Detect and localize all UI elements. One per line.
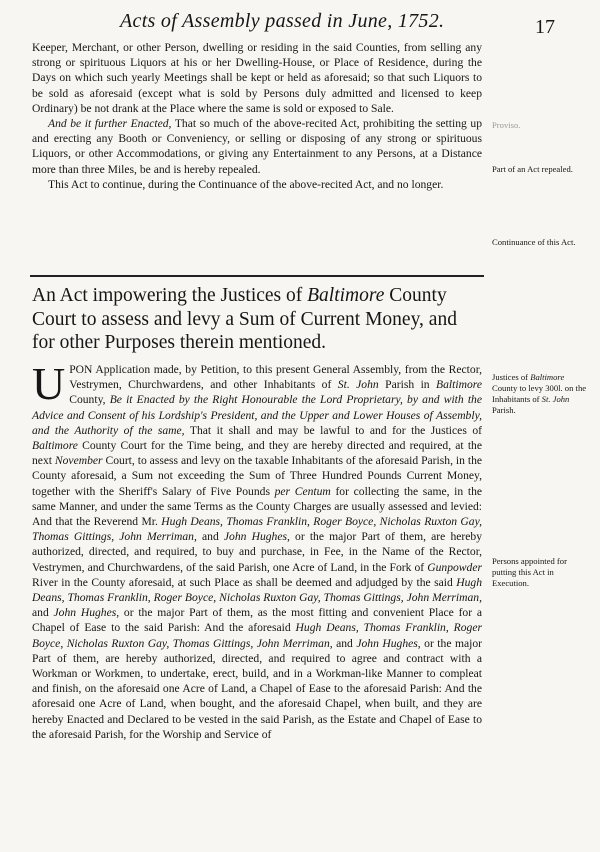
act-body — [32, 358, 483, 742]
running-head-title: Acts of Assembly passed in June, 1752. — [120, 10, 445, 32]
section-rule — [30, 275, 484, 277]
trustee-names: Hugh Deans, Thomas Franklin, Roger Boyce, Nicholas Ruxton Gay, Thomas Gittings, John Merriman, — [32, 575, 482, 605]
enacting-formula: Be it Enacted by the Right Honourable the Lord Proprietary, by and with the Advice and Consent of his Lordship's President, and the Upper and Lower Houses of Assembly, and the Authority of the same, — [32, 393, 483, 437]
margin-note-repeal: Part of an Act repealed. — [492, 164, 573, 174]
paragraph-continued: Keeper, Merchant, or other Person, dwelling or residing in the said Counties, from selling any strong or spirituous Liquors at his or her Dwelling-House, or Place of Residence, during the Days on which such yearly Meetings shall be kept or held as aforesaid; so that such Liquors to be sold as aforesaid (except what is sold by Persons duly admitted and licensed to keep Ordinary) be not drank at the Place where the same is sold or exposed to Sale. — [32, 41, 482, 115]
margin-note-proviso: Proviso. — [492, 120, 521, 130]
enacting-clause: And be it further Enacted, — [48, 117, 172, 131]
margin-note-continuance: Continuance of this Act. — [492, 237, 576, 247]
drop-cap: U — [32, 358, 66, 409]
trustee-names: Hugh Deans, Thomas Franklin, Roger Boyce, Nicholas Ruxton Gay, Thomas Gittings, John Merriman, — [32, 515, 482, 544]
act-title-county: Baltimore — [307, 285, 385, 306]
trustee-names: Hugh Deans, Thomas Franklin, Roger Boyce, Nicholas Ruxton Gay, Thomas Gittings, John Merriman, — [32, 621, 482, 650]
paragraph-repeal: And be it further Enacted, That so much of the above-recited Act, prohibiting the setting up and erecting any Booth or Conveniency, or selling or disposing of any strong or spirituous Liquors, or other Accommodations, or giving any Entertainment to any Persons, at a Distance more than three Miles, be and is hereby repealed. — [32, 117, 482, 176]
paragraph-continuance: This Act to continue, during the Continuance of the above-recited Act, and no longer. — [48, 177, 444, 191]
margin-note-levy: Justices of Baltimore County to levy 300l. on the Inhabitants of St. John Parish. — [492, 372, 587, 415]
opening-text-block — [32, 40, 482, 192]
margin-note-persons-appointed: Persons appointed for putting this Act in Execution. — [492, 556, 567, 588]
running-head — [0, 4, 600, 38]
act-paragraph: UPON Application made, by Petition, to this present General Assembly, from the Rector, Vestrymen, Churchwardens, and other Inhabitants of St. John Parish in Baltimore County, Be it Enacted by the Right Honourable the Lord Proprietary, by and with the Advice and Consent of his Lordship's President, and the Upper and Lower Houses of Assembly, and the Authority of the same, That it shall and may be lawful to and for the Justices of Baltimore County Court for the Time being, and they are hereby directed and required, at the next November Court, to assess and levy on the taxable Inhabitants of the aforesaid Parish, in the County aforesaid, a Sum not exceeding the Sum of Three Hundred Pounds Current Money, together with the Sheriff's Salary of Five Pounds per Centum for collecting the same, in the same Manner, and under the same Terms as the County Charges are usually assessed and levied: And that the Reverend Mr. Hugh Deans, Thomas Franklin, Roger Boyce, Nicholas Ruxton Gay, Thomas Gittings, John Merriman, and John Hughes, or the major Part of them, are hereby authorized, directed, and required, to buy and purchase, in Fee, in the Name of the Rector, Vestrymen, and Churchwardens, of the said Parish, one Acre of Land, in the Fork of Gunpowder River in the County aforesaid, at such Place as shall be deemed and adjudged by the said Hugh Deans, Thomas Franklin, Roger Boyce, Nicholas Ruxton Gay, Thomas Gittings, John Merriman, and John Hughes, or the major Part of them, as the most fitting and convenient Place for a Chapel of Ease to the said Parish: And the aforesaid Hugh Deans, Thomas Franklin, Roger Boyce, Nicholas Ruxton Gay, Thomas Gittings, John Merriman, and John Hughes, or the major Part of them, are hereby authorized, directed, and required to agree and contract with a Workman or Workmen, to undertake, erect, build, and in a Workman-like Manner to compleat and finish, on the aforesaid one Acre of Land, a Chapel of Ease to the aforesaid Parish: And the aforesaid one Acre of Land, when bought, and the aforesaid Chapel, when built, and they are hereby Enacted and Declared to be vested in the said Parish, as the Estate and Chapel of Ease to the aforesaid Parish, for the Worship and Service of — [32, 358, 483, 741]
page-number: 17 — [535, 16, 555, 38]
act-title: An Act impowering the Justices of Baltimore County Court to assess and levy a Sum of Current Money, and for other Purposes therein mentioned. — [32, 285, 457, 353]
